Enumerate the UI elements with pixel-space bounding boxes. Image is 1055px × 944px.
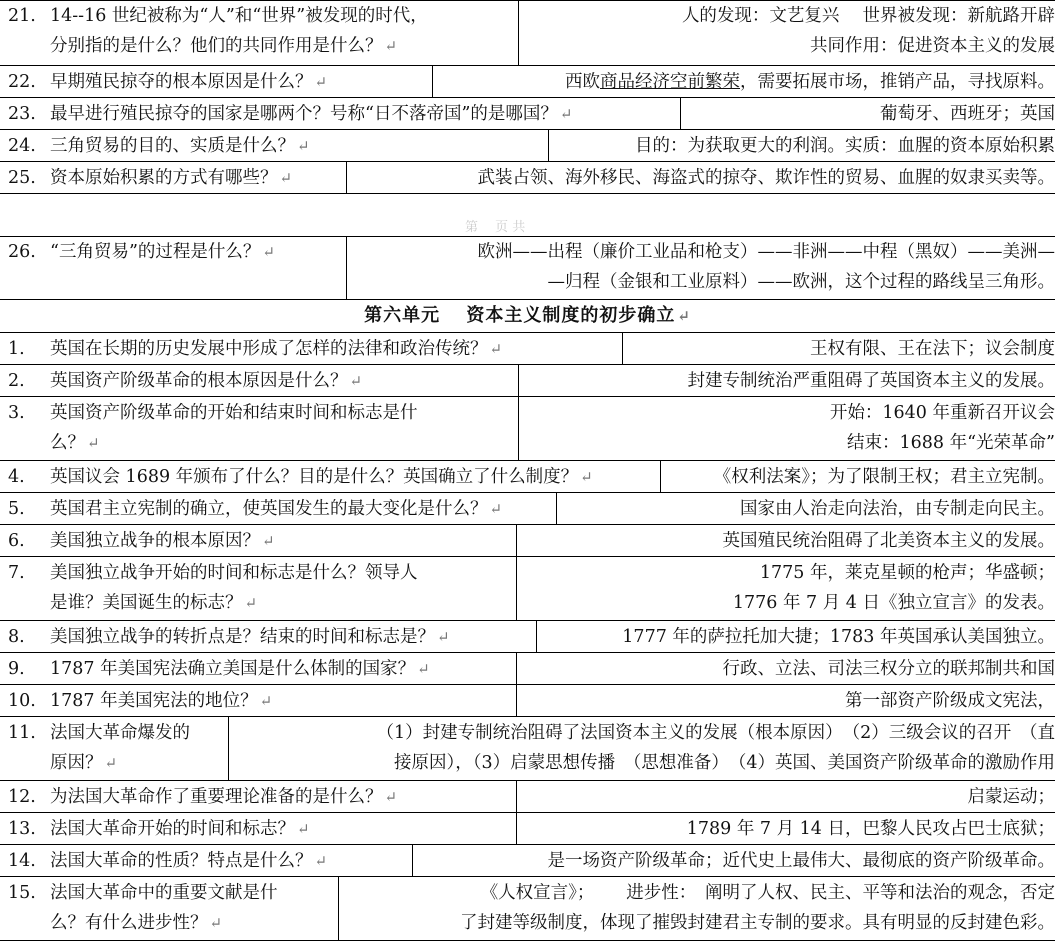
answer-cell <box>350 163 1055 193</box>
return-mark: ↵ <box>677 307 691 325</box>
question-text: 法国大革命开始的时间和标志？ ↵ <box>50 819 310 839</box>
answer-cell <box>540 622 1055 652</box>
answer-text: （1）封建专制统治阻碍了法国资本主义的发展（根本原因） （2）三级会议的召开 （直 <box>376 723 1055 743</box>
answer-text: 共同作用：促进资本主义的发展 <box>810 36 1055 56</box>
row-number: 11. <box>8 723 36 743</box>
answer-cell <box>522 1 1055 61</box>
column-divider <box>516 685 517 716</box>
column-divider <box>516 525 517 556</box>
unit6-row-11 <box>0 781 1055 813</box>
answer-text <box>436 67 1055 97</box>
question-cell <box>50 494 552 524</box>
return-mark: ↵ <box>580 468 593 486</box>
answer-cell <box>520 654 1055 684</box>
answer-cell <box>520 558 1055 618</box>
unit6-row-13 <box>0 845 1055 877</box>
column-divider <box>228 717 229 780</box>
return-mark: ↵ <box>297 137 310 155</box>
answer-text: 结束：1688 年“光荣革命” <box>847 433 1055 453</box>
page-break <box>0 194 1055 238</box>
answer-text: 目的：为获取更大的利润。实质：血腥的资本原始积累 <box>635 136 1055 156</box>
row-number: 12. <box>8 787 36 807</box>
question-cell <box>50 878 334 938</box>
question-cell <box>50 462 656 492</box>
answer-text: 行政、立法、司法三权分立的联邦制共和国 <box>722 659 1055 679</box>
unit6-row-1 <box>0 365 1055 397</box>
question-cell <box>50 558 512 618</box>
answer-cell <box>436 67 1055 97</box>
top-row-2 <box>0 98 1055 130</box>
question-text: 最早进行殖民掠夺的国家是哪两个？号称“日不落帝国”的是哪国？ ↵ <box>50 104 573 124</box>
answer-cell <box>232 718 1055 778</box>
question-cell <box>50 846 408 876</box>
question-cell <box>50 163 342 193</box>
answer-cell <box>520 526 1055 556</box>
column-divider <box>516 781 517 812</box>
column-divider <box>516 557 517 620</box>
answer-text: 了封建等级制度，体现了摧毁封建君主专制的要求。具有明显的反封建色彩。 <box>460 913 1055 933</box>
return-mark: ↵ <box>349 372 363 390</box>
return-mark: ↵ <box>437 628 450 646</box>
question-text: 法国大革命中的重要文献是什 <box>50 883 278 903</box>
answer-text: 王权有限、王在法下；议会制度 <box>810 339 1055 359</box>
row-number: 13. <box>8 819 36 839</box>
row-number: 1. <box>8 339 25 359</box>
question-cell <box>50 398 514 458</box>
question-cell <box>50 814 512 844</box>
answer-text: 开始：1640 年重新召开议会 <box>829 403 1055 423</box>
answer-cell <box>664 462 1055 492</box>
answer-cell <box>522 398 1055 458</box>
answer-cell <box>522 366 1055 396</box>
column-divider <box>536 621 537 652</box>
return-mark: ↵ <box>314 73 328 91</box>
column-divider <box>548 130 549 161</box>
return-mark: ↵ <box>104 754 118 772</box>
row-number: 14. <box>8 851 36 871</box>
unit6-row-14 <box>0 877 1055 941</box>
answer-cell <box>416 846 1055 876</box>
question-text: 早期殖民掠夺的根本原因是什么？ ↵ <box>50 72 328 92</box>
question-cell <box>50 366 514 396</box>
return-mark: ↵ <box>244 594 258 612</box>
answer-cell <box>352 237 1055 297</box>
unit6-row-3 <box>0 461 1055 493</box>
answer-cell <box>552 131 1055 161</box>
question-text: 法国大革命爆发的 <box>50 723 190 743</box>
return-mark: ↵ <box>417 660 430 678</box>
row-number: 5. <box>8 499 25 519</box>
column-divider <box>622 333 623 364</box>
answer-cell <box>560 494 1055 524</box>
return-mark: ↵ <box>262 243 275 261</box>
question-text: 原因？ ↵ <box>50 753 118 773</box>
question-cell <box>50 99 676 129</box>
row-number: 25. <box>8 168 36 188</box>
unit-title-text: 第六单元 资本主义制度的初步确立 <box>364 305 676 326</box>
answer-text: —归程（金银和工业原料）——欧洲，这个过程的路线呈三角形。 <box>547 272 1055 292</box>
answer-text: 《权利法案》；为了限制王权；君主立宪制。 <box>713 467 1055 487</box>
answer-cell <box>520 814 1055 844</box>
column-divider <box>680 98 681 129</box>
question-text: 美国独立战争的转折点是？结束的时间和标志是？ ↵ <box>50 627 450 647</box>
column-divider <box>346 236 347 299</box>
question-text: 英国资产阶级革命的开始和结束时间和标志是什 <box>50 403 418 423</box>
column-divider <box>432 66 433 97</box>
row-number: 23. <box>8 104 36 124</box>
row-number: 2. <box>8 371 25 391</box>
question-cell <box>50 782 512 812</box>
question-cell <box>50 686 512 716</box>
row-number: 26. <box>8 242 36 262</box>
answer-text: 英国殖民统治阻碍了北美资本主义的发展。 <box>722 531 1055 551</box>
column-divider <box>516 813 517 844</box>
row-number: 15. <box>8 883 36 903</box>
return-mark: ↵ <box>262 532 275 550</box>
question-text: 美国独立战争开始的时间和标志是什么？领导人 <box>50 563 418 583</box>
return-mark: ↵ <box>489 500 503 518</box>
unit6-row-7 <box>0 621 1055 653</box>
row-number: 6. <box>8 531 25 551</box>
question-cell <box>50 131 544 161</box>
answer-text: 1777 年的萨拉托加大捷；1783 年英国承认美国独立。 <box>622 627 1055 647</box>
return-mark: ↵ <box>384 788 398 806</box>
top-row-1 <box>0 66 1055 98</box>
row-number: 8. <box>8 627 25 647</box>
unit6-row-4 <box>0 493 1055 525</box>
return-mark: ↵ <box>87 434 100 452</box>
answer-text: 1789 年 7 月 14 日，巴黎人民攻占巴士底狱； <box>686 819 1055 839</box>
question-cell <box>50 67 428 97</box>
row-number: 3. <box>8 403 25 423</box>
question-text: 1787 年美国宪法确立美国是什么体制的国家？ ↵ <box>50 659 430 679</box>
answer-cell <box>626 334 1055 364</box>
question-text: 是谁？美国诞生的标志？ ↵ <box>50 593 258 613</box>
question-cell <box>50 1 514 61</box>
question-text: 美国独立战争的根本原因？ ↵ <box>50 531 275 551</box>
answer-text: 1776 年 7 月 4 日《独立宣言》的发表。 <box>732 593 1055 613</box>
question-text: 分别指的是什么？他们的共同作用是什么？ ↵ <box>50 36 398 56</box>
question-cell <box>50 526 512 556</box>
return-mark: ↵ <box>384 37 398 55</box>
question-text: 14--16 世纪被称为“人”和“世界”被发现的时代， <box>50 6 428 26</box>
answer-text: 《人权宣言》； 进步性： 阐明了人权、民主、平等和法治的观念，否定 <box>480 883 1055 903</box>
row-number: 24. <box>8 136 36 156</box>
answer-cell <box>342 878 1055 938</box>
unit-title <box>0 300 1055 332</box>
unit6-row-0 <box>0 333 1055 365</box>
question-text: 为法国大革命作了重要理论准备的是什么？ ↵ <box>50 787 398 807</box>
row-number: 10. <box>8 691 36 711</box>
question-text: 法国大革命的性质？特点是什么？ ↵ <box>50 851 328 871</box>
answer-text-underlined: 商品经济空前繁荣 <box>600 72 740 92</box>
answer-text: 人的发现：文艺复兴 世界被发现：新航路开辟 <box>681 6 1055 26</box>
row-26 <box>0 236 1055 300</box>
column-divider <box>338 877 339 940</box>
question-text: “三角贸易”的过程是什么？ ↵ <box>50 242 275 262</box>
column-divider <box>518 365 519 396</box>
answer-text: 国家由人治走向法治，由专制走向民主。 <box>740 499 1055 519</box>
unit6-row-2 <box>0 397 1055 461</box>
return-mark: ↵ <box>209 914 223 932</box>
question-text: 么？有什么进步性？ ↵ <box>50 913 223 933</box>
row-number: 9. <box>8 659 25 679</box>
unit6-row-8 <box>0 653 1055 685</box>
answer-text: 1775 年，莱克星顿的枪声；华盛顿； <box>759 563 1055 583</box>
return-mark: ↵ <box>489 340 503 358</box>
column-divider <box>518 0 519 65</box>
unit6-row-10 <box>0 717 1055 781</box>
answer-cell <box>684 99 1055 129</box>
answer-cell <box>520 782 1055 812</box>
unit6-row-9 <box>0 685 1055 717</box>
page-footer-text: 第 页 共 <box>465 220 526 235</box>
column-divider <box>516 653 517 684</box>
top-row-4 <box>0 162 1055 194</box>
question-text: 三角贸易的目的、实质是什么？ ↵ <box>50 136 310 156</box>
answer-text: 封建专制统治严重阻碍了英国资本主义的发展。 <box>687 371 1055 391</box>
answer-text: 接原因），（3）启蒙思想传播 （思想准备） （4）英国、美国资产阶级革命的激励作用 <box>393 753 1055 773</box>
top-row-0 <box>0 0 1055 66</box>
unit6-row-5 <box>0 525 1055 557</box>
answer-cell <box>520 686 1055 716</box>
question-cell <box>50 654 512 684</box>
answer-text: 是一场资产阶级革命；近代史上最伟大、最彻底的资产阶级革命。 <box>547 851 1055 871</box>
column-divider <box>518 397 519 460</box>
top-row-3 <box>0 130 1055 162</box>
return-mark: ↵ <box>279 169 293 187</box>
answer-text-post: ，需要拓展市场，推销产品，寻找原料。 <box>740 72 1055 92</box>
return-mark: ↵ <box>314 852 328 870</box>
row-number: 7. <box>8 563 25 583</box>
answer-text-pre: 西欧 <box>565 72 600 92</box>
column-divider <box>346 162 347 193</box>
answer-text: 武装占领、海外移民、海盗式的掠夺、欺诈性的贸易、血腥的奴隶买卖等。 <box>477 168 1055 188</box>
row-number: 22. <box>8 72 36 92</box>
unit6-row-6 <box>0 557 1055 621</box>
question-text: 英国资产阶级革命的根本原因是什么？ ↵ <box>50 371 363 391</box>
unit6-row-12 <box>0 813 1055 845</box>
row-number: 4. <box>8 467 25 487</box>
return-mark: ↵ <box>297 820 310 838</box>
question-text: 英国君主立宪制的确立，使英国发生的最大变化是什么？ ↵ <box>50 499 503 519</box>
answer-text: 葡萄牙、西班牙；英国 <box>880 104 1055 124</box>
return-mark: ↵ <box>259 692 273 710</box>
question-cell <box>50 334 618 364</box>
return-mark: ↵ <box>559 105 573 123</box>
answer-text: 启蒙运动； <box>967 787 1055 807</box>
column-divider <box>556 493 557 524</box>
question-text: 英国议会 1689 年颁布了什么？目的是什么？英国确立了什么制度？ ↵ <box>50 467 593 487</box>
question-text: 资本原始积累的方式有哪些？ ↵ <box>50 168 293 188</box>
answer-text: 第一部资产阶级成文宪法， <box>845 691 1055 711</box>
question-cell <box>50 718 224 778</box>
row-number: 21. <box>8 6 36 26</box>
column-divider <box>412 845 413 876</box>
answer-text: 欧洲——出程（廉价工业品和枪支）——非洲——中程（黑奴）——美洲— <box>477 242 1055 262</box>
column-divider <box>660 461 661 492</box>
question-text: 英国在长期的历史发展中形成了怎样的法律和政治传统？ ↵ <box>50 339 503 359</box>
question-text: 1787 年美国宪法的地位？ ↵ <box>50 691 273 711</box>
question-text: 么？ ↵ <box>50 433 100 453</box>
question-cell <box>50 622 532 652</box>
